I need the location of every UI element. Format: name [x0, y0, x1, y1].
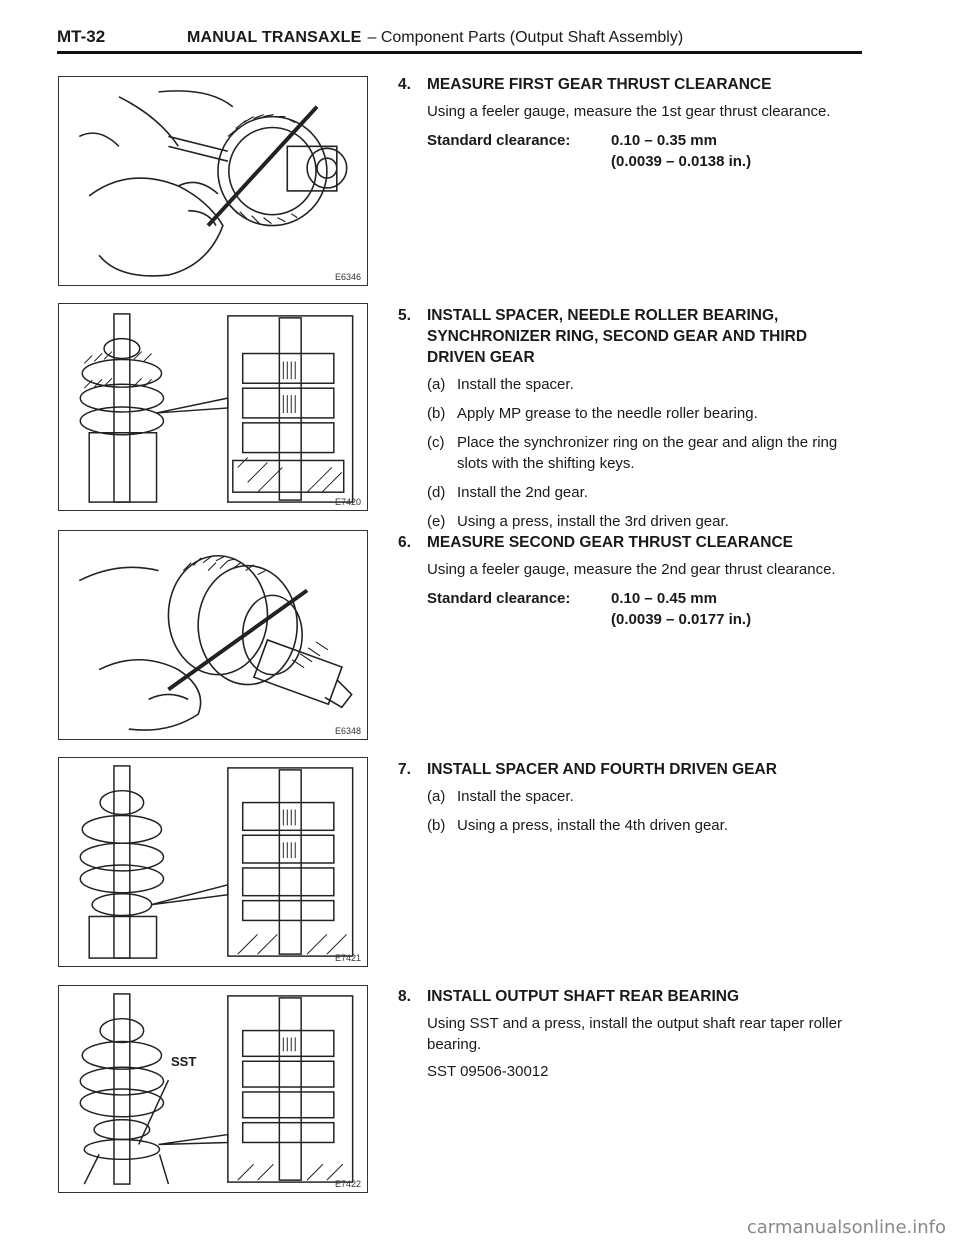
sst-number: SST 09506-30012 [427, 1063, 549, 1080]
section-subtitle: – Component Parts (Output Shaft Assembly) [367, 29, 684, 46]
substep: (a) Install the spacer. [427, 376, 574, 393]
substep: (a) Install the spacer. [427, 788, 574, 805]
standard-label: Standard clearance: [427, 590, 571, 607]
step-title: INSTALL OUTPUT SHAFT REAR BEARING [427, 988, 740, 1005]
sst-label: SST [171, 1054, 197, 1069]
page-header [57, 28, 862, 54]
figure-second-gear-clearance [58, 530, 368, 740]
press-sst-illustration [59, 986, 367, 1192]
substep: (b) Using a press, install the 4th driven gear. [427, 817, 728, 834]
step-7 [398, 759, 868, 844]
step-text: Using SST and a press, install the output shaft rear taper roller bearing. [427, 1015, 842, 1053]
step-text: Using a feeler gauge, measure the 1st gear thrust clearance. [427, 103, 831, 120]
step-number: 8. [398, 988, 411, 1005]
standard-value-in: (0.0039 – 0.0177 in.) [611, 611, 752, 628]
step-title: INSTALL SPACER AND FOURTH DRIVEN GEAR [427, 761, 777, 778]
step-4 [398, 74, 868, 172]
step-number: 5. [398, 307, 411, 324]
figure-install-fourth-gear [58, 757, 368, 967]
figure-code: E7421 [334, 953, 361, 963]
step-5 [398, 305, 868, 540]
standard-value-mm: 0.10 – 0.35 mm [611, 132, 717, 149]
step-number: 7. [398, 761, 411, 778]
substep: (b) Apply MP grease to the needle roller bearing. [427, 405, 758, 422]
substep: (d) Install the 2nd gear. [427, 484, 588, 501]
substep: (c) Place the synchronizer ring on the gear and align the ring slots with the shifting keys. [427, 434, 838, 472]
feeler-gauge-illustration [59, 77, 367, 285]
section-title: MANUAL TRANSAXLE [187, 29, 362, 46]
press-cross-section-illustration [59, 304, 367, 510]
press-cross-section-illustration [59, 758, 367, 966]
step-text: Using a feeler gauge, measure the 2nd gear thrust clearance. [427, 561, 836, 578]
substep: (e) Using a press, install the 3rd driven gear. [427, 513, 729, 530]
figure-first-gear-clearance [58, 76, 368, 286]
figure-code: E6348 [334, 726, 361, 736]
step-number: 4. [398, 76, 411, 93]
figure-code: E7420 [334, 497, 361, 507]
step-title: MEASURE SECOND GEAR THRUST CLEARANCE [427, 534, 793, 551]
step-8 [398, 986, 868, 1088]
feeler-gauge-illustration [59, 531, 367, 739]
standard-label: Standard clearance: [427, 132, 571, 149]
standard-clearance [427, 588, 868, 630]
figure-install-rear-bearing [58, 985, 368, 1193]
standard-value-mm: 0.10 – 0.45 mm [611, 590, 717, 607]
figure-code: E7422 [334, 1179, 361, 1189]
figure-install-third-gear [58, 303, 368, 511]
step-number: 6. [398, 534, 411, 551]
step-6 [398, 532, 868, 630]
figure-code: E6346 [334, 272, 361, 282]
standard-value-in: (0.0039 – 0.0138 in.) [611, 153, 752, 170]
standard-clearance [427, 130, 868, 172]
watermark: carmanualsonline.info [746, 1217, 946, 1238]
step-title: MEASURE FIRST GEAR THRUST CLEARANCE [427, 76, 772, 93]
step-title: INSTALL SPACER, NEEDLE ROLLER BEARING, SYNCHRONIZER RING, SECOND GEAR AND THIRD DRIVEN GEAR [427, 307, 808, 366]
page-code: MT-32 [57, 27, 106, 46]
